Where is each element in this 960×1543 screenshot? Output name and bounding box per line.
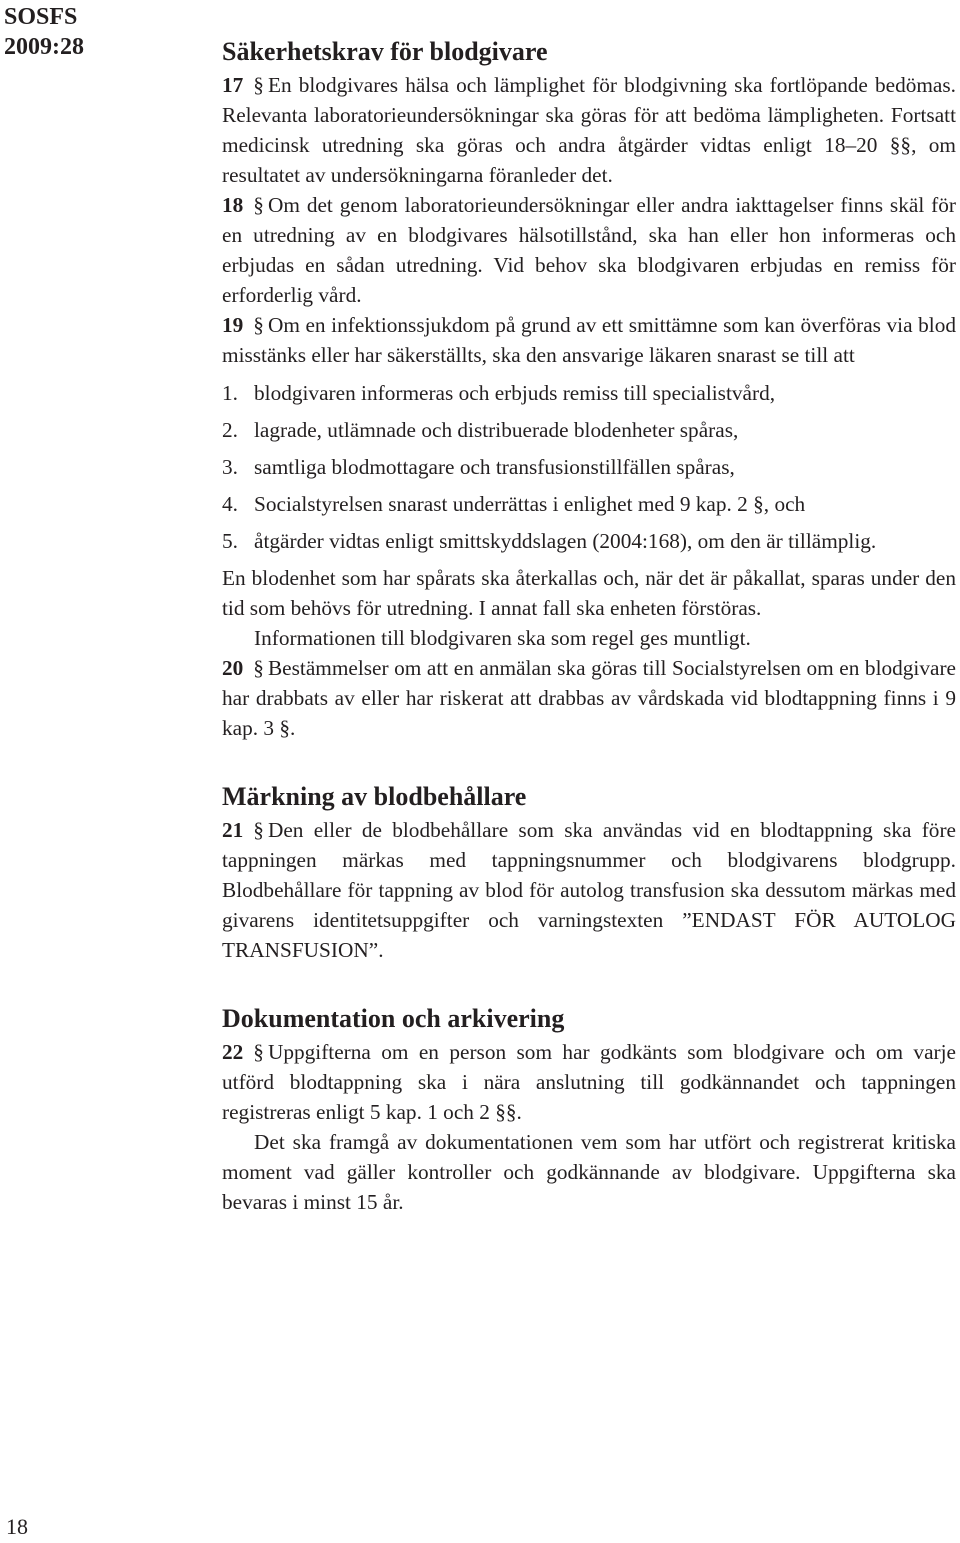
paragraph-19-recall: En blodenhet som har spårats ska återkallas och, när det är påkallat, sparas under den tid som behövs för utredning. I annat fall ska enheten förstöras. [222,566,956,620]
list-item-number: 1. [222,381,238,405]
paragraph-22-documentation: Det ska framgå av dokumentationen vem som har utfört och registrerat kritiska moment vad gäller kontroller och godkännande av blodgivare. Uppgifterna ska bevaras i minst 15 år. [222,1130,956,1214]
paragraph-number: 18 [222,193,244,217]
page-content [222,34,956,1217]
list-item [222,452,956,482]
series-number: 2009:28 [4,34,84,60]
paragraph-number: 19 [222,313,244,337]
paragraph-number: 17 [222,73,244,97]
list-item-number: 5. [222,529,238,553]
document-series-mark [4,2,84,62]
paragraph-21 [222,815,956,965]
paragraph-text: En blodgivares hälsa och lämplighet för blodgivning ska fortlöpande bedömas. Relevanta laboratorieundersökningar ska göras för att bedöma lämpligheten. Fortsatt medicinsk utredning ska göras och andra åtgärder vidtas enligt 18–20 §§, om resultatet av undersökningarna föranleder det. [222,73,956,187]
list-item-number: 3. [222,455,238,479]
list-item-text: samtliga blodmottagare och transfusionstillfällen spåras, [254,455,735,479]
paragraph-number: 22 [222,1040,244,1064]
list-item-text: blodgivaren informeras och erbjuds remiss till specialistvård, [254,381,776,405]
section-sign-icon: § [253,73,264,97]
paragraph-text: Den eller de blodbehållare som ska användas vid en blodtappning ska före tappningen märkas med tappningsnummer och blodgivarens blodgrupp. Blodbehållare för tappning av blod för autolog transfusion ska dessutom märkas med givarens identitetsuppgifter och varningstexten ”ENDAST FÖR AUTOLOG TRANSFUSION”. [222,818,956,962]
section-sign-icon: § [253,656,264,680]
list-item-text: Socialstyrelsen snarast underrättas i enlighet med 9 kap. 2 §, och [254,492,806,516]
paragraph-number: 21 [222,818,244,842]
paragraph-text: Uppgifterna om en person som har godkänts som blodgivare och om varje utförd blodtappning ska i nära anslutning till godkännandet och tappningen registreras enligt 5 kap. 1 och 2 §§. [222,1040,956,1124]
list-item-text: åtgärder vidtas enligt smittskyddslagen (2004:168), om den är tillämplig. [254,529,877,553]
section-sign-icon: § [253,193,264,217]
section-sign-icon: § [253,313,264,337]
list-item-text: lagrade, utlämnade och distribuerade blodenheter spåras, [254,418,739,442]
paragraph-17 [222,70,956,190]
list-item [222,489,956,519]
section-sign-icon: § [253,818,264,842]
measures-list [222,378,956,556]
paragraph-text: Bestämmelser om att en anmälan ska göras till Socialstyrelsen om en blodgivare har drabbats av eller har riskerat att drabbas av vårdskada vid blodtappning finns i 9 kap. 3 §. [222,656,956,740]
list-item [222,378,956,408]
page-number: 18 [6,1514,28,1539]
paragraph-number: 20 [222,656,244,680]
paragraph-text: Om det genom laboratorieundersökningar eller andra iakttagelser finns skäl för en utredning av en blodgivares hälsotillstånd, ska han eller hon informeras och erbjudas en sådan utredning. Vid behov ska blodgivaren erbjudas en remiss för erforderlig vård. [222,193,956,307]
paragraph-text: Om en infektionssjukdom på grund av ett smittämne som kan överföras via blod misstänks eller har säkerställts, ska den ansvarige läkaren snarast se till att [222,313,956,367]
heading-markning: Märkning av blodbehållare [222,782,527,811]
section-sign-icon: § [253,1040,264,1064]
series-label: SOSFS [4,4,78,30]
paragraph-22 [222,1037,956,1127]
list-item-number: 4. [222,492,238,516]
list-item-number: 2. [222,418,238,442]
list-item [222,415,956,445]
paragraph-20 [222,653,956,743]
heading-sakerhetskrav: Säkerhetskrav för blodgivare [222,37,548,66]
heading-dokumentation: Dokumentation och arkivering [222,1004,565,1033]
paragraph-19-information: Informationen till blodgivaren ska som regel ges muntligt. [254,626,751,650]
paragraph-19 [222,310,956,370]
list-item [222,526,956,556]
paragraph-18 [222,190,956,310]
